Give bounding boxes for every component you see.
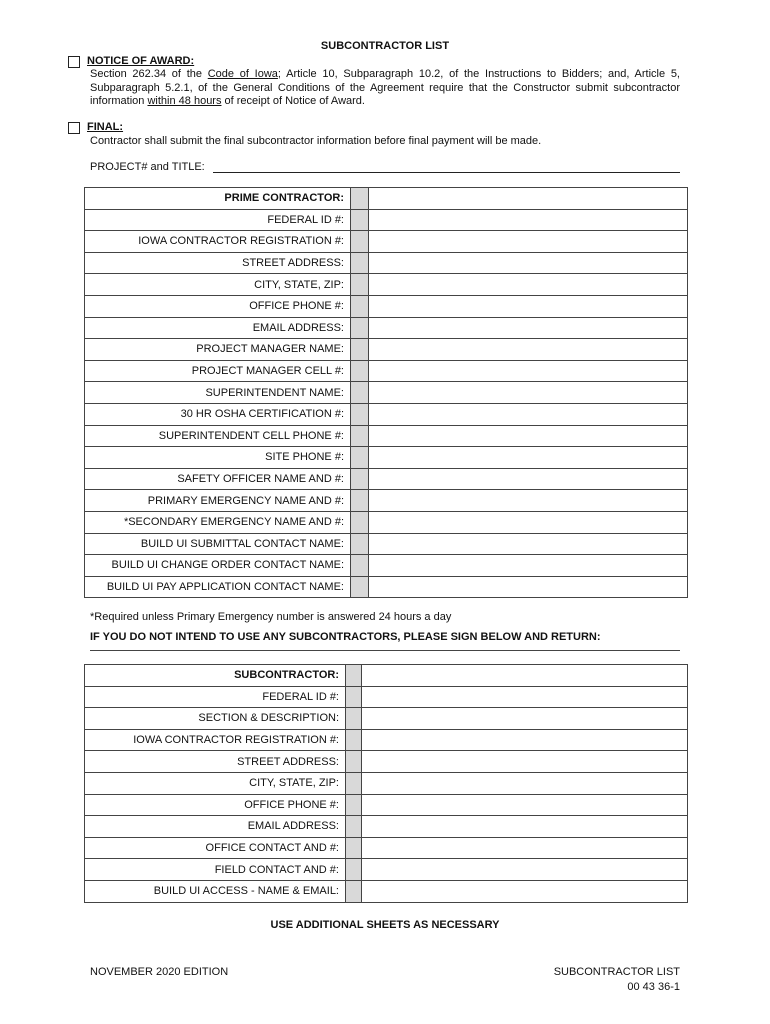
sub-field-label: OFFICE PHONE #: [85, 794, 346, 816]
sub-row [85, 816, 688, 838]
prime-row [85, 339, 688, 361]
prime-field-input[interactable] [369, 468, 688, 490]
prime-field-spacer [351, 511, 369, 533]
within-48-hours-text: within 48 hours [147, 95, 222, 107]
prime-field-label: FEDERAL ID #: [85, 209, 351, 231]
sub-field-label: CITY, STATE, ZIP: [85, 772, 346, 794]
prime-field-spacer [351, 447, 369, 469]
sub-field-input[interactable] [362, 686, 688, 708]
page-title: SUBCONTRACTOR LIST [320, 40, 450, 52]
prime-field-spacer [351, 403, 369, 425]
prime-row [85, 274, 688, 296]
notice-text-part-3: of receipt of Notice of Award. [221, 95, 365, 107]
notice-text-part-2: ; Article 10, Subparagraph 10.2, of the Instructions to Bidders; and, Article 5, Subparagraph 5.2.1, of the General Conditions of the Agreement require that the Constructor submit subcontractor information [90, 68, 680, 107]
final-checkbox[interactable] [68, 122, 80, 134]
prime-field-spacer [351, 576, 369, 598]
prime-row [85, 382, 688, 404]
prime-field-label: *SECONDARY EMERGENCY NAME AND #: [85, 511, 351, 533]
prime-field-input[interactable] [369, 533, 688, 555]
prime-field-label: PROJECT MANAGER NAME: [85, 339, 351, 361]
prime-field-spacer [351, 317, 369, 339]
final-text: Contractor shall submit the final subcontractor information before final payment will be made. [90, 135, 542, 147]
sub-field-input[interactable] [362, 751, 688, 773]
code-of-iowa-reference: Code of Iowa [207, 68, 278, 80]
no-subcontractor-instruction: IF YOU DO NOT INTEND TO USE ANY SUBCONTRACTORS, PLEASE SIGN BELOW AND RETURN: [90, 631, 601, 643]
prime-row [85, 252, 688, 274]
sub-row [85, 665, 688, 687]
sub-field-spacer [346, 729, 362, 751]
prime-row [85, 425, 688, 447]
prime-row [85, 511, 688, 533]
prime-field-input[interactable] [369, 511, 688, 533]
prime-field-input[interactable] [369, 295, 688, 317]
prime-field-label: CITY, STATE, ZIP: [85, 274, 351, 296]
footer-doc-title: SUBCONTRACTOR LIST [553, 966, 680, 978]
sub-field-label: IOWA CONTRACTOR REGISTRATION #: [85, 729, 346, 751]
signature-line[interactable] [90, 650, 680, 651]
sub-field-input[interactable] [362, 859, 688, 881]
prime-row [85, 447, 688, 469]
sub-field-spacer [346, 751, 362, 773]
prime-field-input[interactable] [369, 252, 688, 274]
prime-field-input[interactable] [369, 360, 688, 382]
sub-row [85, 837, 688, 859]
sub-field-label: FIELD CONTACT AND #: [85, 859, 346, 881]
prime-field-label: SITE PHONE #: [85, 447, 351, 469]
sub-row [85, 880, 688, 902]
prime-field-spacer [351, 274, 369, 296]
notice-of-award-text [90, 68, 680, 109]
prime-row [85, 360, 688, 382]
prime-field-input[interactable] [369, 209, 688, 231]
sub-field-label: SECTION & DESCRIPTION: [85, 708, 346, 730]
prime-field-input[interactable] [369, 403, 688, 425]
sub-field-spacer [346, 772, 362, 794]
prime-field-spacer [351, 468, 369, 490]
prime-field-label: OFFICE PHONE #: [85, 295, 351, 317]
prime-field-spacer [351, 231, 369, 253]
sub-row [85, 708, 688, 730]
prime-field-label: SUPERINTENDENT CELL PHONE #: [85, 425, 351, 447]
prime-field-spacer [351, 209, 369, 231]
prime-row [85, 403, 688, 425]
prime-field-spacer [351, 188, 369, 210]
sub-field-label: OFFICE CONTACT AND #: [85, 837, 346, 859]
prime-field-label: EMAIL ADDRESS: [85, 317, 351, 339]
sub-field-input[interactable] [362, 816, 688, 838]
prime-field-label: PROJECT MANAGER CELL #: [85, 360, 351, 382]
prime-field-input[interactable] [369, 188, 688, 210]
prime-field-label: BUILD UI SUBMITTAL CONTACT NAME: [85, 533, 351, 555]
sub-field-input[interactable] [362, 794, 688, 816]
prime-field-input[interactable] [369, 274, 688, 296]
prime-row [85, 231, 688, 253]
required-note: *Required unless Primary Emergency number is answered 24 hours a day [90, 611, 452, 623]
prime-row [85, 576, 688, 598]
prime-field-label: BUILD UI CHANGE ORDER CONTACT NAME: [85, 555, 351, 577]
sub-field-input[interactable] [362, 837, 688, 859]
sub-field-input[interactable] [362, 772, 688, 794]
prime-field-input[interactable] [369, 425, 688, 447]
prime-contractor-table [84, 187, 688, 598]
sub-field-spacer [346, 665, 362, 687]
prime-field-input[interactable] [369, 339, 688, 361]
prime-row [85, 188, 688, 210]
prime-row [85, 317, 688, 339]
prime-field-input[interactable] [369, 447, 688, 469]
footer-doc-number: 00 43 36-1 [627, 981, 680, 993]
sub-field-label: EMAIL ADDRESS: [85, 816, 346, 838]
sub-field-label: SUBCONTRACTOR: [85, 665, 346, 687]
subcontractor-table [84, 664, 688, 903]
prime-row [85, 209, 688, 231]
prime-field-spacer [351, 360, 369, 382]
prime-field-spacer [351, 425, 369, 447]
footer-edition: NOVEMBER 2020 EDITION [90, 966, 229, 978]
prime-field-label: IOWA CONTRACTOR REGISTRATION #: [85, 231, 351, 253]
prime-field-spacer [351, 252, 369, 274]
prime-field-label: SUPERINTENDENT NAME: [85, 382, 351, 404]
sub-field-label: FEDERAL ID #: [85, 686, 346, 708]
prime-field-spacer [351, 382, 369, 404]
prime-field-label: STREET ADDRESS: [85, 252, 351, 274]
prime-field-input[interactable] [369, 555, 688, 577]
sub-field-spacer [346, 686, 362, 708]
prime-field-label: SAFETY OFFICER NAME AND #: [85, 468, 351, 490]
sub-field-label: STREET ADDRESS: [85, 751, 346, 773]
prime-field-input[interactable] [369, 382, 688, 404]
sub-row [85, 751, 688, 773]
notice-text-part-1: Section 262.34 of the [90, 68, 208, 80]
prime-field-label: 30 HR OSHA CERTIFICATION #: [85, 403, 351, 425]
sub-row [85, 859, 688, 881]
prime-field-label: BUILD UI PAY APPLICATION CONTACT NAME: [85, 576, 351, 598]
prime-row [85, 490, 688, 512]
project-field [90, 161, 680, 173]
sub-field-input[interactable] [362, 880, 688, 902]
sub-field-input[interactable] [362, 708, 688, 730]
prime-field-input[interactable] [369, 490, 688, 512]
sub-field-spacer [346, 880, 362, 902]
prime-field-spacer [351, 490, 369, 512]
notice-of-award-checkbox[interactable] [68, 56, 80, 68]
sub-row [85, 729, 688, 751]
prime-row [85, 295, 688, 317]
sub-field-spacer [346, 794, 362, 816]
sub-field-input[interactable] [362, 665, 688, 687]
prime-row [85, 533, 688, 555]
prime-field-spacer [351, 339, 369, 361]
sub-field-spacer [346, 859, 362, 881]
prime-row [85, 468, 688, 490]
prime-field-input[interactable] [369, 231, 688, 253]
sub-field-spacer [346, 816, 362, 838]
prime-field-label: PRIME CONTRACTOR: [85, 188, 351, 210]
project-label: PROJECT# and TITLE: [90, 161, 205, 173]
sub-field-input[interactable] [362, 729, 688, 751]
sub-row [85, 686, 688, 708]
sub-row [85, 794, 688, 816]
sub-row [85, 772, 688, 794]
final-heading: FINAL: [87, 121, 124, 133]
sub-field-spacer [346, 837, 362, 859]
notice-of-award-heading: NOTICE OF AWARD: [87, 55, 195, 67]
prime-field-spacer [351, 533, 369, 555]
prime-field-input[interactable] [369, 317, 688, 339]
prime-row [85, 555, 688, 577]
sub-field-label: BUILD UI ACCESS - NAME & EMAIL: [85, 880, 346, 902]
project-input-line[interactable] [213, 162, 680, 173]
prime-field-label: PRIMARY EMERGENCY NAME AND #: [85, 490, 351, 512]
sub-field-spacer [346, 708, 362, 730]
additional-sheets-note: USE ADDITIONAL SHEETS AS NECESSARY [270, 919, 500, 931]
prime-field-spacer [351, 295, 369, 317]
prime-field-input[interactable] [369, 576, 688, 598]
prime-field-spacer [351, 555, 369, 577]
